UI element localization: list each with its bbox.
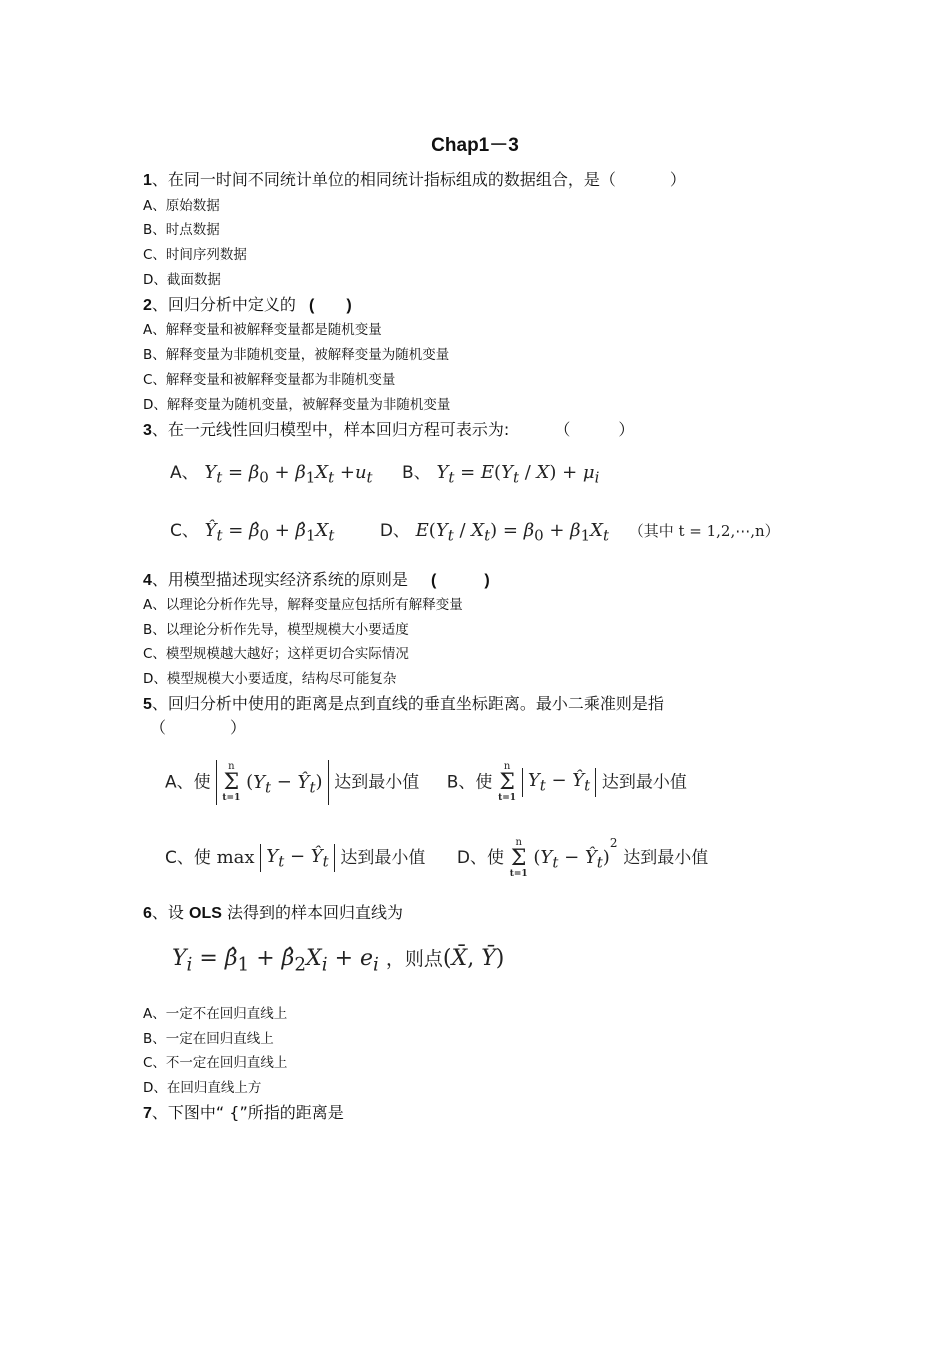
option-a: A、以理论分析作先导，解释变量应包括所有解释变量 — [143, 597, 463, 613]
formula-note: （其中 t = 1,2,⋯,n） — [628, 522, 780, 540]
formula-q6: $Y_i$ = $\betâ_1$ + $\betâ_2X_i + e_i$ ，则点(X̄, Ȳ) — [172, 946, 505, 976]
formula-q5-cd: C、使 $\max Y_t$ − $Ŷ_t$ 达到最小值 D、使 n Σ t=1 ($Y_t$ − $Ŷ_t)^2$ 达到最小值 — [165, 836, 709, 879]
question-text: 法得到的样本回归直线为 — [221, 903, 403, 922]
question-number: 6 — [143, 905, 152, 922]
question-5 — [143, 693, 664, 716]
formula-q3-ab: A、 $Y_t = \beta_0 + \beta_1X_t +u_t$ B、 $Y_t = E(Y_t / X) + \mu_i$ — [170, 462, 600, 487]
ols-label: OLS — [189, 905, 222, 922]
question-text: 、在一元线性回归模型中，样本回归方程可表示为: — [151, 420, 510, 439]
option-d: D、解释变量为随机变量，被解释变量为非随机变量 — [143, 397, 451, 413]
question-number: 5 — [143, 696, 152, 713]
question-number: 2 — [143, 297, 152, 314]
option-d: D、截面数据 — [143, 272, 221, 288]
page-title: Chap1－3 — [431, 135, 519, 156]
question-3 — [143, 419, 634, 442]
formula-q3-cd: C、 $Ŷ_t$ = $\betâ_0$ + $\betâ_1X_t$ D、 $E(Y_t / X_t) = \beta_0 + \beta_1X_t$ （其中 t = 1,2,⋯,n） — [170, 520, 780, 545]
question-1 — [143, 169, 686, 192]
option-a: A、一定不在回归直线上 — [143, 1006, 288, 1022]
abs-bracket: $Y_t$ − $Ŷ_t$ — [522, 768, 596, 797]
option-label: C、 — [170, 521, 199, 541]
option-label: A、使 — [165, 772, 211, 793]
abs-bracket: $Y_t$ − $Ŷ_t$ — [260, 844, 334, 873]
option-c: C、解释变量和被解释变量都为非随机变量 — [143, 372, 396, 388]
option-b: B、以理论分析作先导，模型规模大小要适度 — [143, 622, 409, 638]
question-2 — [143, 294, 352, 317]
question-text: 、设 — [151, 903, 189, 922]
option-label: C、使 — [165, 848, 211, 868]
formula-suffix: 达到最小值 — [340, 848, 426, 868]
question-text: 、在同一时间不同统计单位的相同统计指标组成的数据组合，是（ — [151, 170, 616, 189]
option-label: D、 — [379, 521, 410, 541]
question-number: 1 — [143, 172, 152, 189]
option-a: A、解释变量和被解释变量都是随机变量 — [143, 322, 382, 338]
question-paren: （ ） — [554, 420, 635, 439]
question-text: 、用模型描述现实经济系统的原则是 — [151, 570, 408, 589]
option-label: B、使 — [446, 772, 493, 793]
question-number: 7 — [143, 1105, 152, 1122]
formula-suffix: ，则点 — [385, 948, 443, 970]
option-d: D、在回归直线上方 — [143, 1080, 262, 1096]
question-text: 、回归分析中定义的 — [151, 295, 296, 314]
question-paren: ） — [669, 170, 686, 189]
option-c: C、不一定在回归直线上 — [143, 1055, 288, 1071]
option-b: B、时点数据 — [143, 222, 220, 238]
formula-suffix: 达到最小值 — [623, 848, 709, 868]
formula-suffix: 达到最小值 — [601, 772, 687, 793]
option-label: A、 — [170, 463, 199, 483]
option-c: C、时间序列数据 — [143, 247, 247, 263]
option-a: A、原始数据 — [143, 198, 220, 214]
formula-q5-ab: A、使 n Σ t=1 ($Y_t$ − $Ŷ_t$) 达到最小值 B、使 n Σ t=1 $Y_t$ − $Ŷ_t$ 达到最小值 — [165, 761, 687, 803]
option-b: B、一定在回归直线上 — [143, 1031, 274, 1047]
option-c: C、模型规模越大越好；这样更切合实际情况 — [143, 646, 409, 662]
option-label: D、使 — [456, 848, 504, 868]
question-paren: ( ) — [309, 297, 352, 314]
option-d: D、模型规模大小要适度，结构尽可能复杂 — [143, 671, 397, 687]
question-7 — [143, 1102, 344, 1125]
question-4 — [143, 569, 490, 592]
question-number: 3 — [143, 422, 152, 439]
question-5-paren: （ ） — [150, 718, 247, 737]
abs-bracket: n Σ t=1 ($Y_t$ − $Ŷ_t$) — [216, 760, 328, 805]
option-b: B、解释变量为非随机变量，被解释变量为随机变量 — [143, 347, 450, 363]
question-text: 、回归分析中使用的距离是点到直线的垂直坐标距离。最小二乘准则是指 — [151, 694, 664, 713]
formula-suffix: 达到最小值 — [334, 772, 420, 793]
question-6 — [143, 902, 403, 925]
max-operator: max — [216, 847, 255, 868]
question-paren: ( ) — [431, 572, 490, 589]
option-label: B、 — [402, 463, 431, 483]
question-text: 、下图中“ {”所指的距离是 — [151, 1103, 344, 1122]
question-number: 4 — [143, 572, 152, 589]
